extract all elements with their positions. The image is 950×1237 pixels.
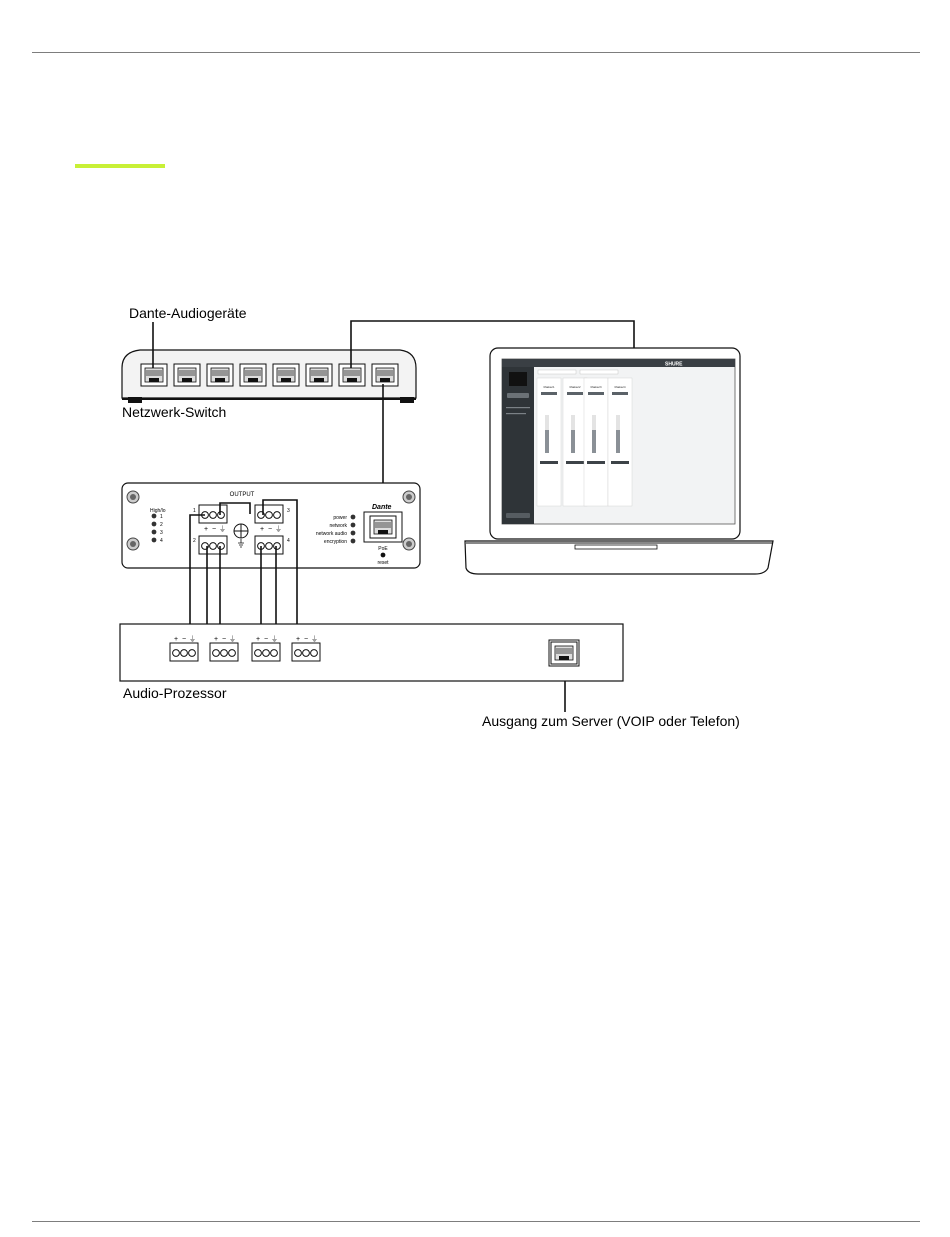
svg-text:−: − — [268, 526, 273, 533]
svg-text:Channel 3: Channel 3 — [590, 386, 602, 389]
svg-text:⏚: ⏚ — [275, 526, 282, 533]
hi-lo-label: High/lo — [150, 508, 166, 514]
svg-text:network audio: network audio — [315, 531, 347, 537]
svg-text:encryption: encryption — [323, 539, 347, 545]
svg-text:Channel 1: Channel 1 — [543, 386, 555, 389]
dante-logo: Dante — [372, 504, 392, 511]
svg-text:⏚: ⏚ — [311, 636, 318, 643]
svg-text:−: − — [222, 636, 227, 643]
svg-text:Channel 4: Channel 4 — [614, 386, 626, 389]
device-thumbnail — [509, 372, 527, 386]
app-field-2 — [580, 370, 618, 374]
svg-text:+: + — [260, 526, 265, 533]
app-brand-logo: SHURE — [665, 361, 683, 368]
svg-text:⏚: ⏚ — [219, 526, 226, 533]
svg-text:1: 1 — [193, 508, 196, 514]
svg-text:⏚: ⏚ — [189, 636, 196, 643]
svg-text:2: 2 — [193, 538, 196, 544]
svg-text:4: 4 — [287, 538, 290, 544]
svg-text:−: − — [182, 636, 187, 643]
sidebar-footer-button[interactable] — [506, 513, 530, 518]
svg-text:4: 4 — [160, 538, 163, 544]
svg-text:+: + — [296, 636, 301, 643]
svg-text:1: 1 — [160, 514, 163, 520]
app-field-1 — [538, 370, 576, 374]
svg-text:3: 3 — [160, 530, 163, 536]
svg-text:power: power — [333, 515, 347, 521]
audio-processor-label: Audio-Prozessor — [123, 685, 227, 701]
svg-text:+: + — [204, 526, 209, 533]
server-output-label: Ausgang zum Server (VOIP oder Telefon) — [482, 713, 740, 729]
svg-text:⏚: ⏚ — [271, 636, 278, 643]
svg-text:network: network — [329, 523, 347, 529]
reset-label: reset — [377, 560, 389, 566]
poe-label: PoE — [378, 546, 388, 552]
svg-text:3: 3 — [287, 508, 290, 514]
app-sidebar — [502, 367, 534, 524]
reset-button — [381, 553, 386, 558]
dante-devices-label: Dante-Audiogeräte — [129, 305, 247, 321]
svg-text:−: − — [212, 526, 217, 533]
svg-text:−: − — [304, 636, 309, 643]
svg-text:Channel 2: Channel 2 — [569, 386, 581, 389]
svg-text:+: + — [256, 636, 261, 643]
svg-text:⏚: ⏚ — [229, 636, 236, 643]
svg-text:2: 2 — [160, 522, 163, 528]
svg-text:−: − — [264, 636, 269, 643]
svg-text:+: + — [214, 636, 219, 643]
identify-button[interactable] — [507, 393, 529, 398]
channel-strips — [537, 378, 632, 506]
network-switch-label: Netzwerk-Switch — [122, 404, 227, 420]
svg-text:+: + — [174, 636, 179, 643]
output-title: OUTPUT — [229, 492, 255, 498]
